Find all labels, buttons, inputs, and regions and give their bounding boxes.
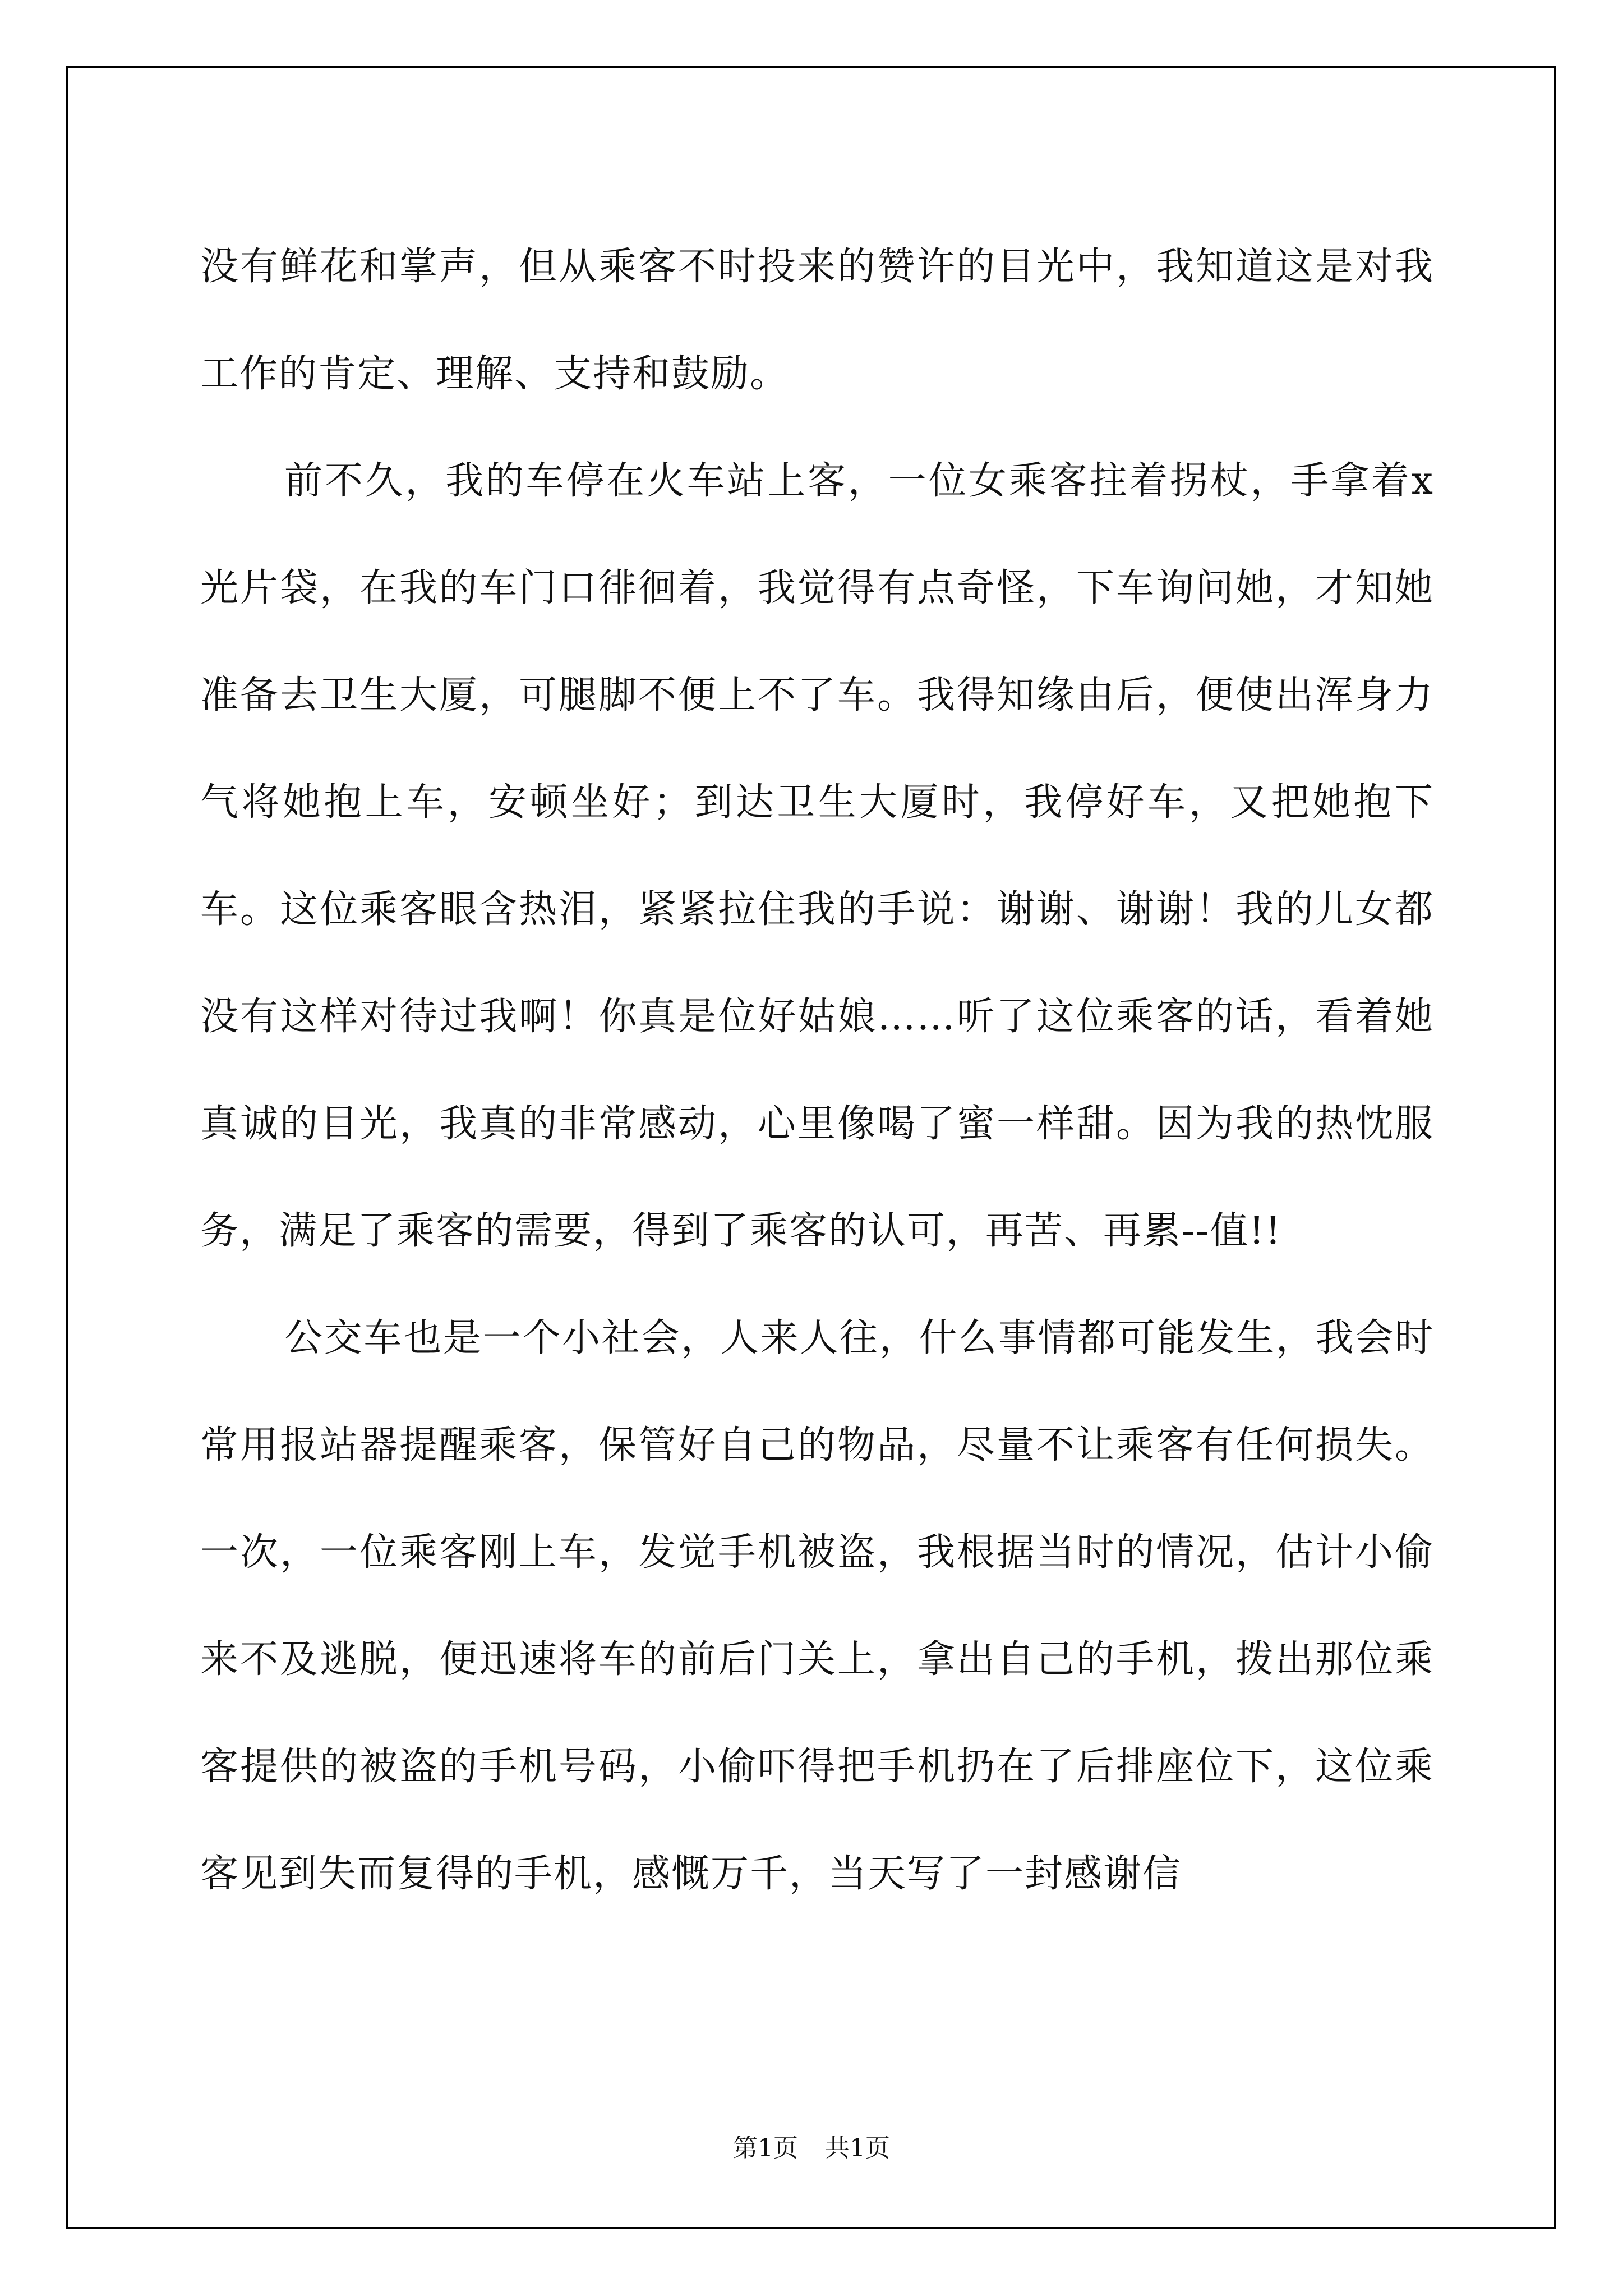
paragraph-1: 没有鲜花和掌声，但从乘客不时投来的赞许的目光中，我知道这是对我工作的肯定、理解、支持和鼓励。 [200,245,1434,396]
page-footer [0,2132,1623,2165]
page-number-current: 第1页 [733,2134,798,2162]
paragraph-2: 前不久，我的车停在火车站上客，一位女乘客拄着拐杖，手拿着x光片袋，在我的车门口徘徊着，我觉得有点奇怪，下车询问她，才知她准备去卫生大厦，可腿脚不便上不了车。我得知缘由后，便使出浑身力气将她抱上车，安顿坐好；到达卫生大厦时，我停好车，又把她抱下车。这位乘客眼含热泪，紧紧拉住我的手说：谢谢、谢谢！我的儿女都没有这样对待过我啊！你真是位好姑娘……听了这位乘客的话，看着她真诚的目光，我真的非常感动，心里像喝了蜜一样甜。因为我的热忱服务，满足了乘客的需要，得到了乘客的认可，再苦、再累--值!! [200,459,1434,1253]
paragraph-3: 公交车也是一个小社会，人来人往，什么事情都可能发生，我会时常用报站器提醒乘客，保管好自己的物品，尽量不让乘客有任何损失。一次，一位乘客刚上车，发觉手机被盗，我根据当时的情况，估计小偷来不及逃脱，便迅速将车的前后门关上，拿出自己的手机，拨出那位乘客提供的被盗的手机号码，小偷吓得把手机扔在了后排座位下，这位乘客见到失而复得的手机，感慨万千，当天写了一封感谢信 [200,1316,1434,1896]
page-number-total: 共1页 [825,2134,890,2162]
document-body [200,213,1434,1927]
